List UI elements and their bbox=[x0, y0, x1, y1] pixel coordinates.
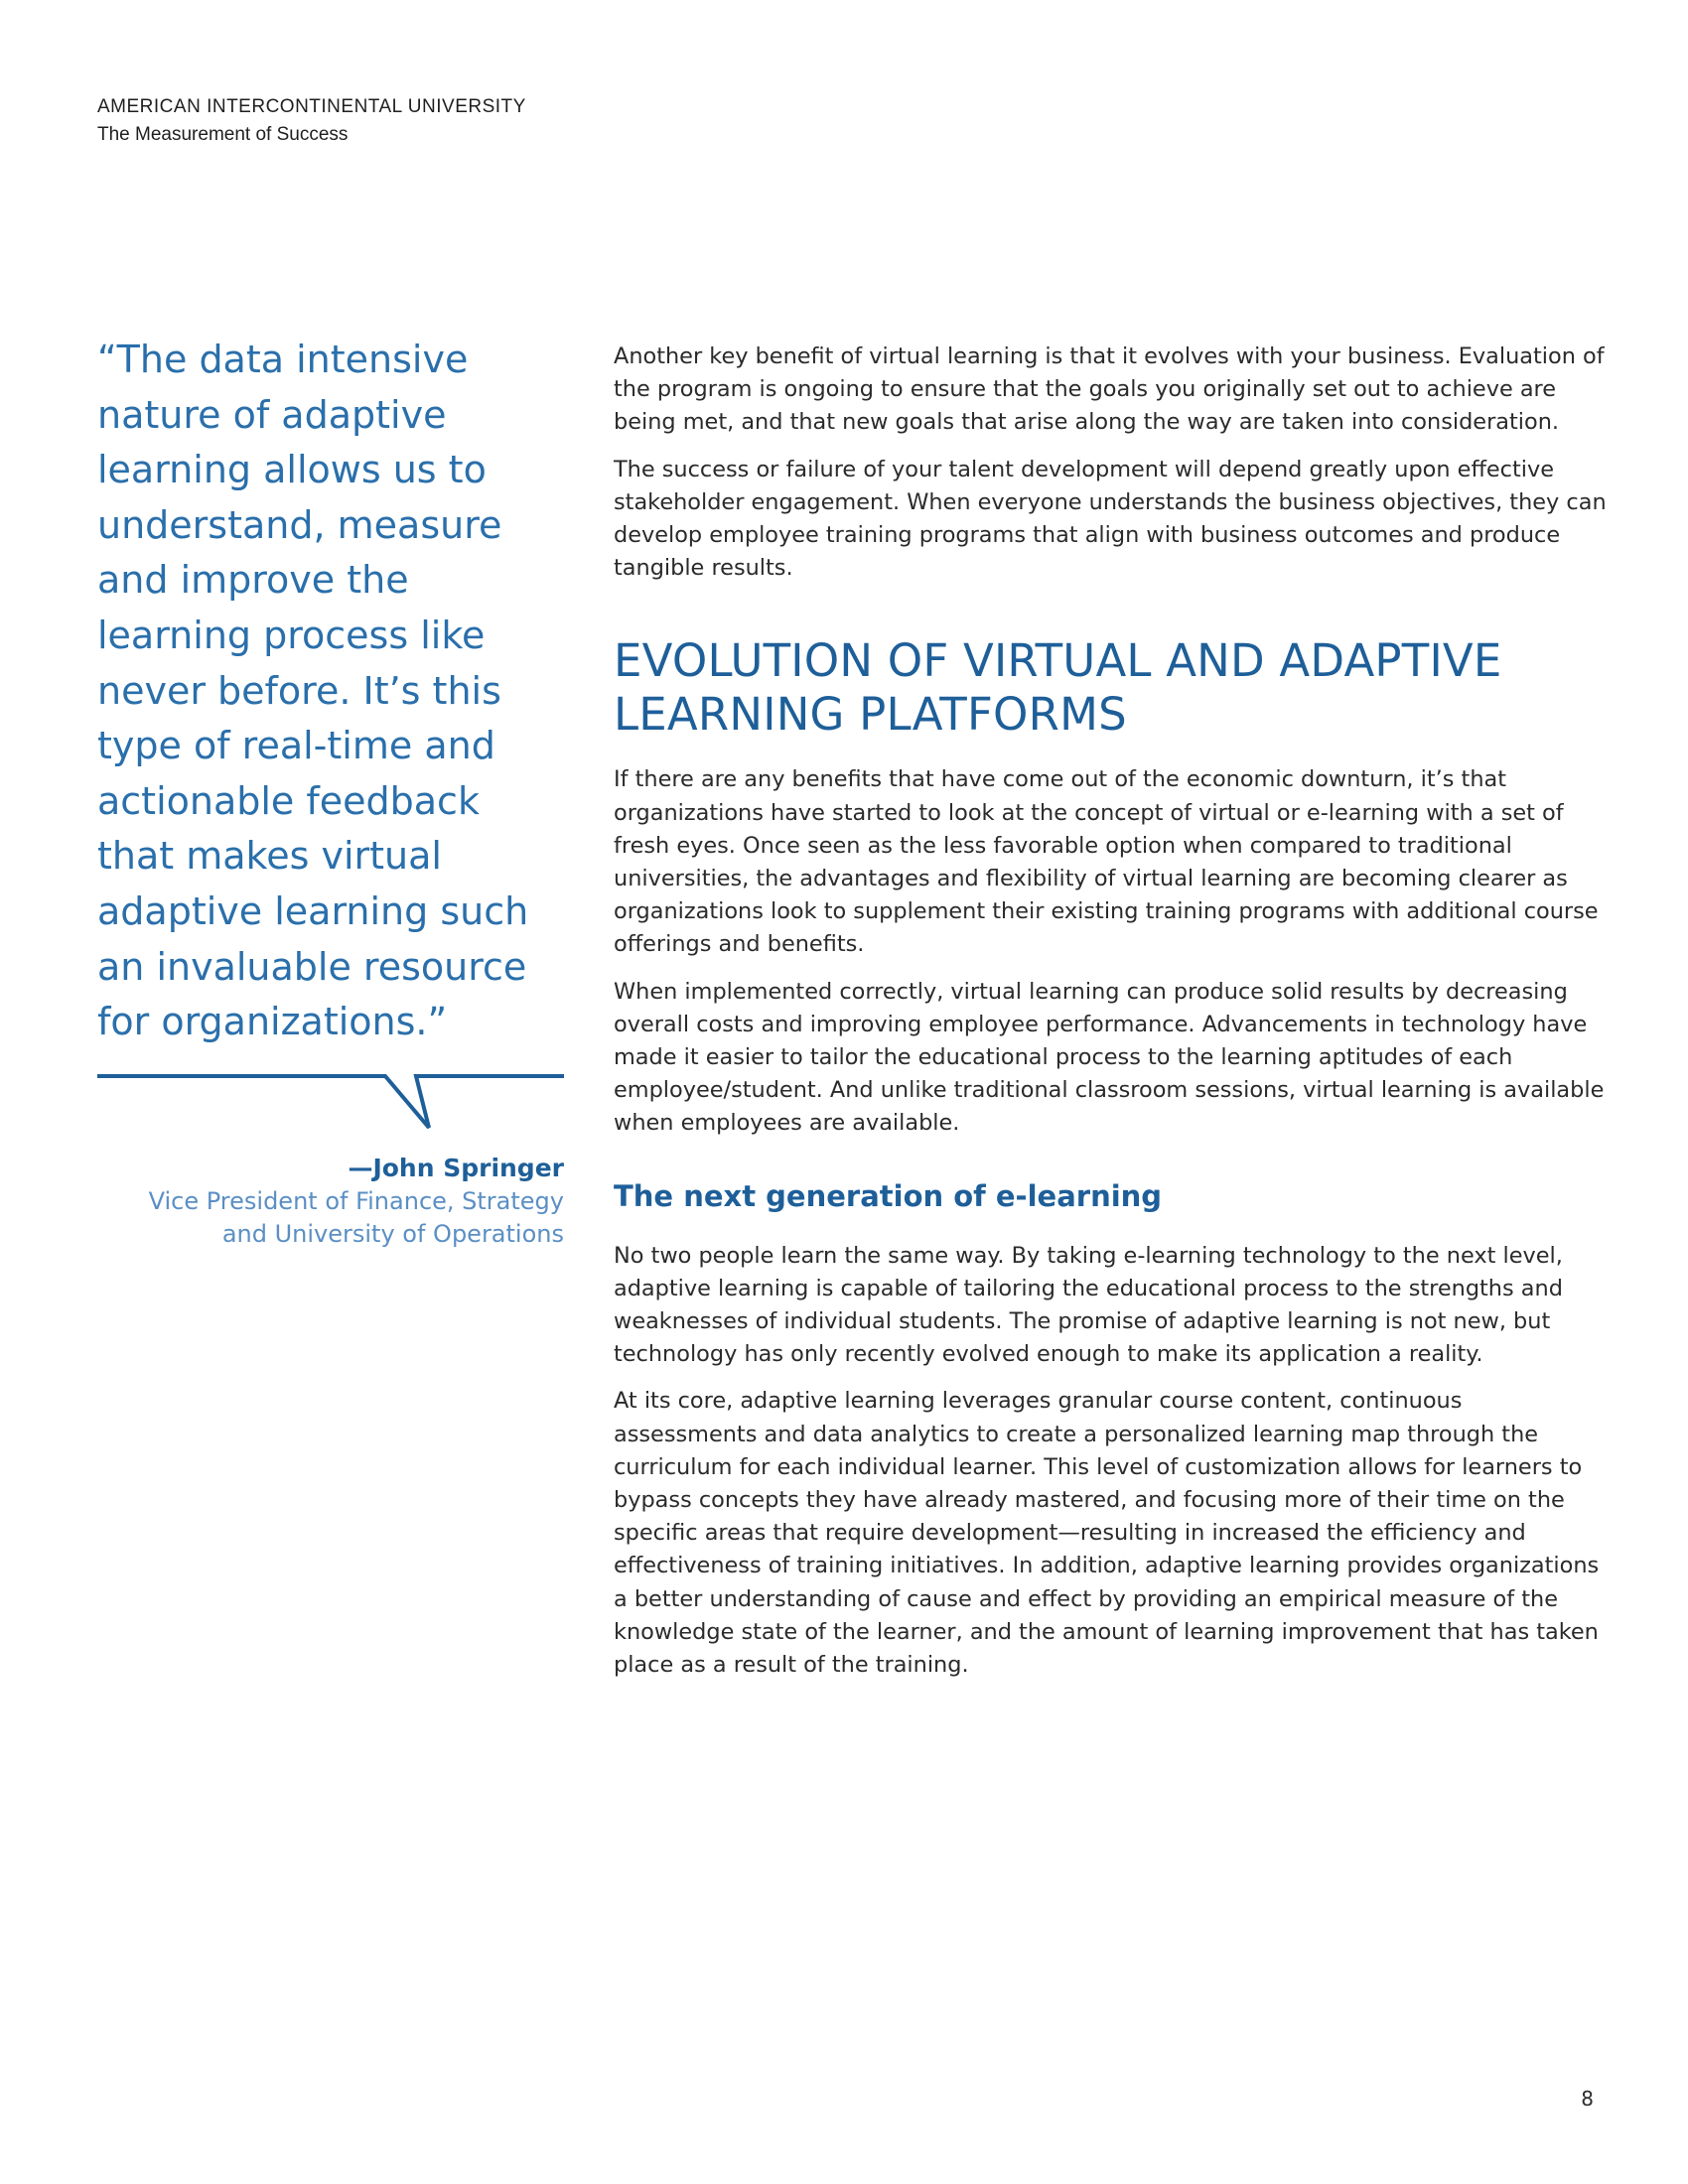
pull-quote-column bbox=[97, 333, 564, 1251]
attribution-role-line2: and University of Operations bbox=[221, 1219, 564, 1248]
subsection-heading: The next generation of e-learning bbox=[614, 1178, 1163, 1213]
quote-attribution bbox=[97, 1152, 564, 1251]
speech-callout-icon bbox=[97, 1068, 564, 1136]
body-paragraph: No two people learn the same way. By taking e-learning technology to the next level, adaptive learning is capable of tailoring the educational process to the strengths and weaknesses of individual students. The promise of adaptive learning is not new, but technology has only recently evolved enough to make its application a reality. bbox=[614, 1242, 1563, 1368]
attribution-name: —John Springer bbox=[348, 1153, 564, 1182]
institution-name: AMERICAN INTERCONTINENTAL UNIVERSITY bbox=[97, 96, 526, 117]
body-paragraph: Another key benefit of virtual learning is that it evolves with your business. Evaluation of the program is ongoing to ensure that the goals you originally set out to achieve are being met, and that new goals that arise along the way are taken into consideration. bbox=[614, 343, 1605, 436]
main-content bbox=[614, 341, 1607, 1696]
pull-quote-text: “The data intensive nature of adaptive learning allows us to understand, measure and improve the learning process like never before. It’s this type of real-time and actionable feedback that makes virtual adaptive learning such an invaluable resource for organizations.” bbox=[97, 338, 529, 1044]
page-number: 8 bbox=[1581, 2087, 1594, 2111]
section-heading: EVOLUTION OF VIRTUAL AND ADAPTIVE LEARNING PLATFORMS bbox=[614, 634, 1502, 742]
document-subtitle: The Measurement of Success bbox=[97, 124, 349, 145]
body-paragraph: The success or failure of your talent development will depend greatly upon effective stakeholder engagement. When everyone understands the business objectives, they can develop employee training programs that align with business outcomes and produce tangible results. bbox=[614, 456, 1607, 582]
attribution-role-line1: Vice President of Finance, Strategy bbox=[148, 1186, 564, 1215]
body-paragraph: When implemented correctly, virtual learning can produce solid results by decreasing overall costs and improving employee performance. Advancements in technology have made it easier to tailor the educational process to the learning aptitudes of each employee/student. And unlike traditional classroom sessions, virtual learning is available when employees are available. bbox=[614, 978, 1605, 1137]
body-paragraph: If there are any benefits that have come out of the economic downturn, it’s that organizations have started to look at the concept of virtual or e-learning with a set of fresh eyes. Once seen as the less favorable option when compared to traditional universities, the advantages and flexibility of virtual learning are becoming clearer as organizations look to supplement their existing training programs with additional course offerings and benefits. bbox=[614, 766, 1599, 958]
body-paragraph: At its core, adaptive learning leverages granular course content, continuous assessments and data analytics to create a personalized learning map through the curriculum for each individual learner. This level of customization allows for learners to bypass concepts they have already mastered, and focusing more of their time on the specific areas that require development—resulting in increased the efficiency and effectiveness of training initiatives. In addition, adaptive learning provides organizations a better understanding of cause and effect by providing an empirical measure of the knowledge state of the learner, and the amount of learning improvement that has taken place as a result of the training. bbox=[614, 1388, 1600, 1679]
page-header bbox=[97, 95, 792, 147]
